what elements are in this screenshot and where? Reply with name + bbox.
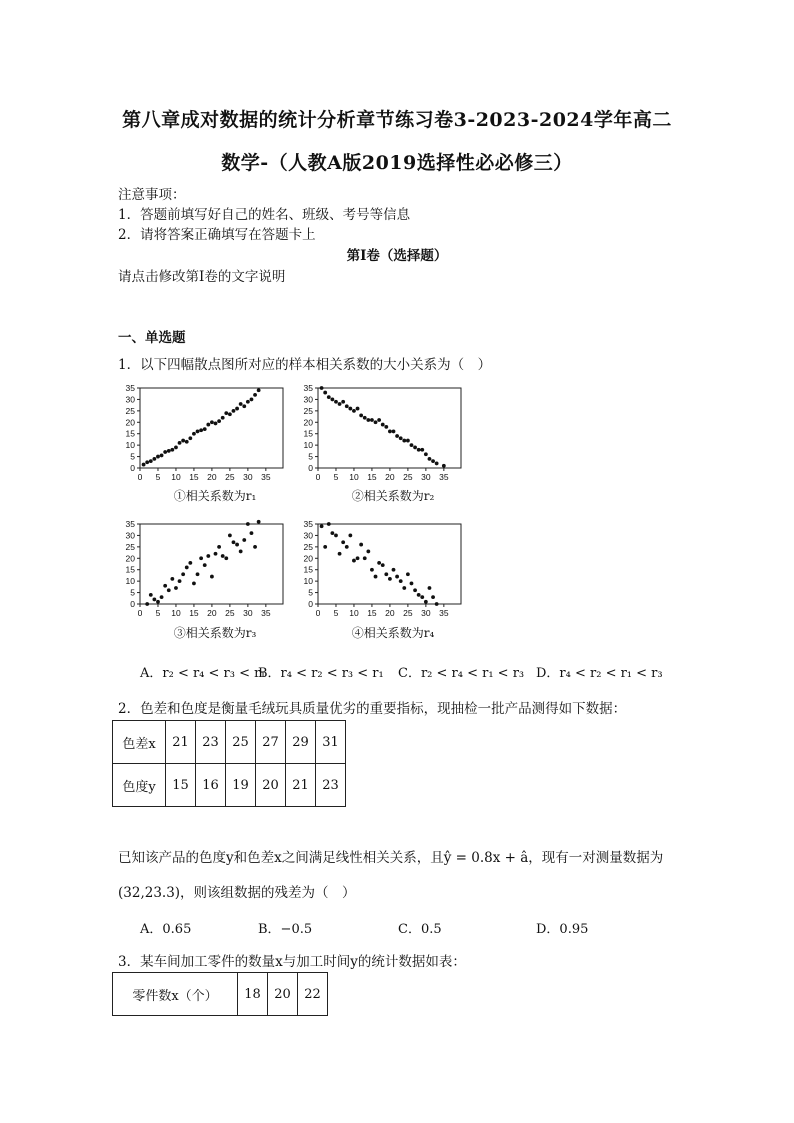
data-point xyxy=(352,409,356,413)
data-point xyxy=(428,586,432,590)
data-point xyxy=(417,593,421,597)
x-tick-label: 35 xyxy=(439,608,449,618)
data-point xyxy=(377,561,381,565)
data-point xyxy=(178,441,182,445)
data-point xyxy=(413,446,417,450)
data-point xyxy=(246,522,250,526)
note-item-1: 1．答题前填写好自己的姓名、班级、考号等信息 xyxy=(118,207,411,223)
q1-option-b[interactable]: B．r₄ < r₂ < r₃ < r₁ xyxy=(258,666,384,681)
data-point xyxy=(185,440,189,444)
data-point xyxy=(320,386,324,390)
data-point xyxy=(203,563,207,567)
data-point xyxy=(435,462,439,466)
plot-frame xyxy=(140,524,283,604)
data-point xyxy=(359,414,363,418)
data-point xyxy=(232,409,236,413)
table-cell: 19 xyxy=(226,764,256,807)
data-point xyxy=(413,588,417,592)
table-cell: 29 xyxy=(286,721,316,764)
data-point xyxy=(338,402,342,406)
x-tick-label: 30 xyxy=(421,608,431,618)
y-tick-label: 30 xyxy=(125,530,135,541)
table-cell: 31 xyxy=(316,721,346,764)
data-point xyxy=(356,407,360,411)
notes-heading: 注意事项： xyxy=(118,187,186,203)
table-cell: 25 xyxy=(226,721,256,764)
data-point xyxy=(334,534,338,538)
data-point xyxy=(152,598,156,602)
data-point xyxy=(435,602,439,606)
y-tick-label: 10 xyxy=(303,440,313,451)
data-point xyxy=(363,416,367,420)
y-tick-label: 35 xyxy=(125,383,135,393)
q1-option-c[interactable]: C．r₂ < r₄ < r₁ < r₃ xyxy=(398,666,525,681)
data-point xyxy=(188,561,192,565)
data-point xyxy=(224,556,228,560)
y-tick-label: 35 xyxy=(303,383,313,393)
data-point xyxy=(196,430,200,434)
data-point xyxy=(221,554,225,558)
table-cell: 22 xyxy=(298,973,328,1016)
data-point xyxy=(210,420,214,424)
q2-table xyxy=(112,720,346,807)
data-point xyxy=(181,572,185,576)
data-point xyxy=(170,577,174,581)
table-cell: 15 xyxy=(166,764,196,807)
table-cell: 20 xyxy=(268,973,298,1016)
data-point xyxy=(442,464,446,468)
x-tick-label: 35 xyxy=(261,472,271,482)
x-tick-label: 25 xyxy=(403,472,413,482)
data-point xyxy=(345,545,349,549)
data-point xyxy=(217,545,221,549)
x-tick-label: 35 xyxy=(439,472,449,482)
data-point xyxy=(406,439,410,443)
data-point xyxy=(199,556,203,560)
y-tick-label: 15 xyxy=(303,564,313,575)
data-point xyxy=(410,443,414,447)
y-tick-label: 25 xyxy=(303,405,313,416)
x-tick-label: 0 xyxy=(137,608,143,618)
section-title: 第I卷（选择题） xyxy=(346,248,448,264)
data-point xyxy=(431,595,435,599)
table-row xyxy=(113,973,328,1016)
caption-r4: ④相关系数为r₄ xyxy=(351,626,435,640)
data-point xyxy=(257,520,261,524)
data-point xyxy=(348,534,352,538)
data-point xyxy=(428,457,432,461)
data-point xyxy=(399,579,403,583)
q2-line-1: 已知该产品的色度y和色差x之间满足线性相关关系，且ŷ = 0.8x + â，现有一对测量数据为 xyxy=(118,850,664,866)
q1-option-d[interactable]: D．r₄ < r₂ < r₁ < r₃ xyxy=(536,666,663,681)
y-tick-label: 0 xyxy=(130,463,135,473)
data-point xyxy=(253,393,257,397)
data-point xyxy=(160,454,164,458)
x-tick-label: 25 xyxy=(403,608,413,618)
data-point xyxy=(395,575,399,579)
data-point xyxy=(356,556,360,560)
table-cell: 21 xyxy=(166,721,196,764)
plot-frame xyxy=(318,388,461,468)
data-point xyxy=(242,404,246,408)
x-tick-label: 30 xyxy=(243,472,253,482)
data-point xyxy=(323,391,327,395)
section-note: 请点击修改第I卷的文字说明 xyxy=(118,269,286,285)
y-tick-label: 20 xyxy=(125,417,135,428)
data-point xyxy=(374,420,378,424)
title-line-1: 第八章成对数据的统计分析章节练习卷3-2023-2024学年高二 xyxy=(122,109,672,131)
x-tick-label: 0 xyxy=(315,472,321,482)
y-tick-label: 0 xyxy=(130,599,135,609)
x-tick-label: 5 xyxy=(155,608,161,618)
y-tick-label: 25 xyxy=(303,541,313,552)
y-tick-label: 5 xyxy=(308,451,313,462)
table-cell: 21 xyxy=(286,764,316,807)
q2-option-a[interactable]: A．0.65 xyxy=(140,922,192,937)
data-point xyxy=(145,602,149,606)
y-tick-label: 15 xyxy=(125,428,135,439)
data-point xyxy=(384,572,388,576)
x-tick-label: 15 xyxy=(189,472,199,482)
data-point xyxy=(420,448,424,452)
data-point xyxy=(163,450,167,454)
data-point xyxy=(402,586,406,590)
caption-r1: ①相关系数为r₁ xyxy=(173,489,257,503)
data-point xyxy=(170,448,174,452)
data-point xyxy=(149,593,153,597)
y-tick-label: 20 xyxy=(303,553,313,564)
y-tick-label: 30 xyxy=(303,394,313,405)
data-point xyxy=(431,459,435,463)
scatter-chart-4 xyxy=(296,516,476,620)
data-point xyxy=(163,584,167,588)
data-point xyxy=(235,543,239,547)
x-tick-label: 20 xyxy=(207,472,217,482)
table-cell: 20 xyxy=(256,764,286,807)
y-tick-label: 30 xyxy=(125,394,135,405)
data-point xyxy=(185,566,189,570)
data-point xyxy=(214,422,218,426)
data-point xyxy=(330,531,334,535)
table-cell: 18 xyxy=(238,973,268,1016)
data-point xyxy=(206,554,210,558)
data-point xyxy=(174,446,178,450)
data-point xyxy=(232,540,236,544)
data-point xyxy=(327,522,331,526)
y-tick-label: 30 xyxy=(303,530,313,541)
table-row xyxy=(113,721,346,764)
data-point xyxy=(341,540,345,544)
scatter-chart-1 xyxy=(118,380,298,484)
data-point xyxy=(188,436,192,440)
data-point xyxy=(156,455,160,459)
y-tick-label: 35 xyxy=(303,519,313,529)
plot-frame xyxy=(318,524,461,604)
data-point xyxy=(257,388,261,392)
data-point xyxy=(363,556,367,560)
y-tick-label: 10 xyxy=(125,576,135,587)
title-line-2: 数学-（人教A版2019选择性必必修三） xyxy=(221,152,573,174)
x-tick-label: 0 xyxy=(137,472,143,482)
data-point xyxy=(366,550,370,554)
data-point xyxy=(221,416,225,420)
x-tick-label: 30 xyxy=(421,472,431,482)
data-point xyxy=(341,400,345,404)
x-tick-label: 25 xyxy=(225,608,235,618)
data-point xyxy=(424,452,428,456)
table-row xyxy=(113,764,346,807)
table-cell: 16 xyxy=(196,764,226,807)
x-tick-label: 5 xyxy=(333,472,339,482)
data-point xyxy=(377,418,381,422)
data-point xyxy=(417,448,421,452)
data-point xyxy=(235,407,239,411)
data-point xyxy=(327,395,331,399)
table-cell: 23 xyxy=(196,721,226,764)
table-row-label: 色差x xyxy=(113,721,166,764)
data-point xyxy=(374,575,378,579)
y-tick-label: 25 xyxy=(125,541,135,552)
data-point xyxy=(250,531,254,535)
data-point xyxy=(214,552,218,556)
y-tick-label: 5 xyxy=(130,451,135,462)
x-tick-label: 25 xyxy=(225,472,235,482)
data-point xyxy=(384,425,388,429)
scatter-chart-3 xyxy=(118,516,298,620)
x-tick-label: 35 xyxy=(261,608,271,618)
q2-option-c[interactable]: C．0.5 xyxy=(398,922,442,937)
y-tick-label: 20 xyxy=(303,417,313,428)
y-tick-label: 15 xyxy=(125,564,135,575)
q2-line-2: (32,23.3)，则该组数据的残差为（ ） xyxy=(118,885,356,901)
data-point xyxy=(381,423,385,427)
table-cell: 23 xyxy=(316,764,346,807)
data-point xyxy=(160,595,164,599)
q2-stem: 2．色差和色度是衡量毛绒玩具质量优劣的重要指标，现抽检一批产品测得如下数据： xyxy=(118,701,627,717)
data-point xyxy=(142,463,146,467)
x-tick-label: 10 xyxy=(171,608,181,618)
y-tick-label: 0 xyxy=(308,463,313,473)
data-point xyxy=(370,418,374,422)
y-tick-label: 15 xyxy=(303,428,313,439)
x-tick-label: 20 xyxy=(385,472,395,482)
data-point xyxy=(192,582,196,586)
data-point xyxy=(410,582,414,586)
data-point xyxy=(210,575,214,579)
data-point xyxy=(420,595,424,599)
data-point xyxy=(330,398,334,402)
q2-option-d[interactable]: D．0.95 xyxy=(536,922,589,937)
data-point xyxy=(224,411,228,415)
x-tick-label: 10 xyxy=(349,608,359,618)
data-point xyxy=(402,439,406,443)
table-row-label: 色度y xyxy=(113,764,166,807)
data-point xyxy=(352,559,356,563)
y-tick-label: 5 xyxy=(308,587,313,598)
data-point xyxy=(381,563,385,567)
part-heading: 一、单选题 xyxy=(118,330,186,346)
data-point xyxy=(149,459,153,463)
data-point xyxy=(228,534,232,538)
table-row-label: 零件数x（个） xyxy=(113,973,238,1016)
x-tick-label: 15 xyxy=(367,472,377,482)
data-point xyxy=(145,460,149,464)
data-point xyxy=(424,600,428,604)
q2-option-b[interactable]: B．−0.5 xyxy=(258,922,313,937)
q1-option-a[interactable]: A．r₂ < r₄ < r₃ < r₁ xyxy=(140,666,266,681)
data-point xyxy=(338,552,342,556)
data-point xyxy=(345,404,349,408)
x-tick-label: 30 xyxy=(243,608,253,618)
data-point xyxy=(395,434,399,438)
data-point xyxy=(359,543,363,547)
data-point xyxy=(323,545,327,549)
y-tick-label: 25 xyxy=(125,405,135,416)
data-point xyxy=(239,402,243,406)
y-tick-label: 10 xyxy=(125,440,135,451)
x-tick-label: 15 xyxy=(367,608,377,618)
x-tick-label: 10 xyxy=(171,472,181,482)
data-point xyxy=(348,407,352,411)
q1-stem: 1．以下四幅散点图所对应的样本相关系数的大小关系为（ ） xyxy=(118,357,492,373)
data-point xyxy=(167,449,171,453)
data-point xyxy=(388,430,392,434)
data-point xyxy=(152,457,156,461)
x-tick-label: 5 xyxy=(155,472,161,482)
y-tick-label: 20 xyxy=(125,553,135,564)
y-tick-label: 0 xyxy=(308,599,313,609)
y-tick-label: 10 xyxy=(303,576,313,587)
table-cell: 27 xyxy=(256,721,286,764)
x-tick-label: 20 xyxy=(385,608,395,618)
data-point xyxy=(399,436,403,440)
data-point xyxy=(392,430,396,434)
data-point xyxy=(199,428,203,432)
data-point xyxy=(334,400,338,404)
y-tick-label: 35 xyxy=(125,519,135,529)
x-tick-label: 20 xyxy=(207,608,217,618)
data-point xyxy=(250,398,254,402)
scatter-chart-2 xyxy=(296,380,476,484)
caption-r3: ③相关系数为r₃ xyxy=(173,626,257,640)
x-tick-label: 15 xyxy=(189,608,199,618)
data-point xyxy=(217,419,221,423)
data-point xyxy=(366,418,370,422)
data-point xyxy=(388,577,392,581)
q3-stem: 3．某车间加工零件的数量x与加工时间y的统计数据如表： xyxy=(118,954,466,970)
data-point xyxy=(174,586,178,590)
x-tick-label: 0 xyxy=(315,608,321,618)
data-point xyxy=(196,572,200,576)
data-point xyxy=(242,538,246,542)
data-point xyxy=(239,550,243,554)
data-point xyxy=(228,412,232,416)
data-point xyxy=(203,427,207,431)
y-tick-label: 5 xyxy=(130,587,135,598)
data-point xyxy=(167,588,171,592)
data-point xyxy=(246,400,250,404)
data-point xyxy=(178,579,182,583)
note-item-2: 2．请将答案正确填写在答题卡上 xyxy=(118,227,316,243)
data-point xyxy=(370,568,374,572)
data-point xyxy=(392,568,396,572)
caption-r2: ②相关系数为r₂ xyxy=(351,489,435,503)
x-tick-label: 10 xyxy=(349,472,359,482)
data-point xyxy=(406,572,410,576)
data-point xyxy=(320,524,324,528)
data-point xyxy=(253,545,257,549)
data-point xyxy=(156,600,160,604)
x-tick-label: 5 xyxy=(333,608,339,618)
data-point xyxy=(181,439,185,443)
data-point xyxy=(192,432,196,436)
data-point xyxy=(206,423,210,427)
q3-table xyxy=(112,972,328,1016)
